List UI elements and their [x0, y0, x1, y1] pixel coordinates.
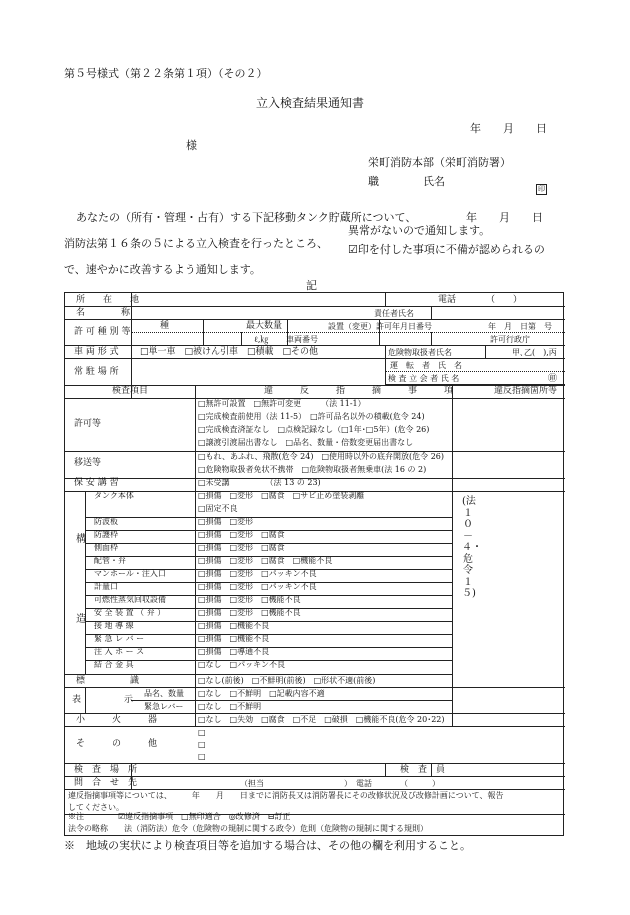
struct-item-name: タンク本体 [94, 491, 134, 500]
cat-extinguisher: 小 火 器 [76, 715, 158, 725]
transfer-line[interactable]: □危険物取扱者免状不携帯 □危険物取扱者無乗車(法 16 の 2) [198, 465, 427, 474]
cat-structure-2: 造 [76, 614, 86, 625]
cat-display-2: 示 [124, 695, 134, 705]
seal-mark: 印 [538, 185, 545, 193]
struct-item-line[interactable]: □固定不良 [198, 504, 238, 513]
option-issue[interactable]: ☑印を付した事項に不備が認められるの [348, 243, 545, 256]
body-line1: あなたの（所有・管理・占有）する下記移動タンク貯蔵所について、 [76, 211, 417, 224]
inquiry-label: 問 合 せ 先 [74, 778, 138, 788]
witness-seal: ㊞ [548, 374, 558, 384]
driver-label: 運 転 者 氏 名 [390, 361, 462, 370]
permit-type-label: 許 可 種 別 等 [74, 327, 131, 337]
addressee-honorific: 様 [186, 139, 197, 152]
struct-item-name: 計量口 [94, 582, 118, 591]
cat-structure-1: 構 [76, 534, 86, 545]
struct-item-name: 結 合 金 具 [94, 660, 134, 669]
hazmat-officer-label: 危険物取扱者氏名 [388, 348, 452, 357]
parking-label: 常 駐 場 所 [74, 367, 119, 377]
bottom-note: ※ 地域の実状により検査項目等を追加する場合は、その他の欄を利用すること。 [64, 839, 471, 852]
struct-item-name: 側面枠 [94, 543, 118, 552]
sender-title-name[interactable]: 職 氏名 [368, 175, 445, 188]
issue-date[interactable]: 年 月 日 [470, 122, 547, 135]
display-item-1: 品名、数量 [144, 689, 184, 698]
struct-item-line[interactable]: □損傷 □変形 □パッキン不良 [198, 582, 317, 591]
max-qty-label: 最大数量 [246, 321, 283, 331]
struct-item-line[interactable]: □損傷 □変形 □腐食 □サビ止め塗装剥離 [198, 491, 365, 500]
struct-item-line[interactable]: □損傷 □機能不良 [198, 621, 270, 630]
footer-line1: 違反指摘事項等については、 年 月 日までに消防長又は消防署長にその改修状況及び改修計画について、報告 [68, 791, 504, 800]
struct-item-name: 安 全 装 置 （ 弁 ） [94, 608, 166, 617]
other-box[interactable]: □ [198, 728, 206, 737]
struct-item-line[interactable]: □損傷 □変形 □腐食 [198, 543, 285, 552]
responsible-label: 責任者氏名 [374, 309, 414, 318]
struct-item-name: 緊 急 レ バ ー [94, 634, 145, 643]
transfer-line[interactable]: □もれ、あふれ、飛散(危令 24) □使用時以外の底弁開放(危令 26) [198, 452, 445, 461]
struct-item-name: 接 地 導 線 [94, 621, 134, 630]
vehicle-types[interactable]: □単一車 □被けん引車 □積載 □その他 [140, 347, 319, 357]
inspection-place-label: 検 査 場 所 [74, 765, 138, 775]
col-violation: 違 反 指 摘 事 項 [264, 386, 454, 396]
other-box[interactable]: □ [198, 740, 206, 749]
inspector-label: 検 査 員 [400, 765, 446, 775]
body-line1-date[interactable]: 年 月 日 [466, 211, 543, 224]
struct-item-line[interactable]: □損傷 □変形 □機能不良 [198, 595, 301, 604]
struct-item-line[interactable]: □損傷 □変形 □機能不良 [198, 608, 301, 617]
permit-line[interactable]: □譲渡引渡届出書なし □品名、数量・倍数変更届出書なし [198, 438, 414, 447]
struct-item-name: 注 入 ホ ー ス [94, 647, 145, 656]
struct-item-line[interactable]: □損傷 □変形 [198, 517, 254, 526]
witness-label: 検 査 立 会 者 氏 名 [388, 374, 460, 383]
permit-line[interactable]: □完成検査済証なし □点検記録なし（□1年･□5年）(危令 26) [198, 425, 430, 434]
struct-item-name: 配管・弁 [94, 556, 126, 565]
body-line2: 消防法第１６条の５による立入検査を行ったところ、 [64, 237, 328, 250]
display-item-2: 緊急レバー [144, 702, 184, 711]
body-line3: で、速やかに改善するよう通知します。 [64, 263, 261, 276]
display-line-1[interactable]: □なし □不鮮明 □記載内容不適 [198, 689, 325, 698]
document-title: 立入検査結果通知書 [256, 96, 365, 110]
cat-permit: 許可等 [74, 419, 102, 429]
install-date-value[interactable]: 年 月 日第 号 [488, 322, 552, 331]
footer-line2: してください。 [68, 803, 124, 812]
sender-org: 栄町消防本部（栄町消防署） [368, 156, 511, 169]
permit-line[interactable]: □完成検査前使用（法 11-5） □許可品名以外の積載(危令 24) [198, 412, 425, 421]
struct-item-name: 可燃性蒸気回収設備 [94, 595, 166, 604]
struct-item-name: 防護枠 [94, 530, 118, 539]
units: ℓ,㎏ [254, 335, 269, 344]
safety-line[interactable]: □未受講 （法 13 の 23) [198, 478, 321, 487]
struct-item-name: 防波板 [94, 517, 118, 526]
extinguisher-line[interactable]: □なし □失効 □腐食 □不足 □破損 □機能不良(危令 20･22) [198, 715, 445, 724]
struct-item-line[interactable]: □損傷 □機能不良 [198, 634, 270, 643]
permit-line[interactable]: □無許可設置 □無許可変更 （法 11-1） [198, 399, 366, 408]
name-label: 名 称 [76, 308, 131, 318]
cat-sign: 標 識 [76, 676, 140, 686]
sign-line[interactable]: □なし(前後) □不鮮明(前後) □形状不適(前後) [198, 676, 376, 685]
cat-safety: 保 安 講 習 [74, 478, 119, 488]
kind-label: 種 [160, 321, 170, 331]
ki-mark: 記 [306, 279, 317, 292]
legend-note: ※注 [68, 812, 84, 821]
vehicle-no-label: 車両番号 [286, 335, 318, 344]
col-item: 検査項目 [112, 386, 149, 396]
other-box[interactable]: □ [198, 752, 206, 761]
struct-item-line[interactable]: □損傷 □変形 □腐食 □機能不良 [198, 556, 333, 565]
install-date-label: 設置（変更）許可年月日番号 [328, 322, 432, 331]
legend: ☑違反指摘事項 □無印適合 ◎改修済 ⊟訂正 [118, 812, 291, 821]
display-line-2[interactable]: □なし □不鮮明 [198, 702, 262, 711]
hazmat-class[interactable]: 甲､乙( ),丙 [512, 348, 557, 357]
struct-item-line[interactable]: □損傷 □導通不良 [198, 647, 270, 656]
abbreviations: 法令の略称 法（消防法）危令（危険物の規制に関する政令）危則（危険物の規制に関する規則） [68, 824, 428, 833]
permit-authority-label: 許可行政庁 [490, 335, 530, 344]
struct-ref: (法１０－４・危令１５) [462, 496, 482, 599]
form-number: 第５号様式（第２２条第１項）（その２） [64, 67, 268, 80]
cat-transfer: 移送等 [74, 458, 102, 468]
option-no-issue[interactable]: 異常がないので通知します。 [348, 224, 491, 237]
col-location: 違反指摘箇所等 [494, 386, 558, 396]
location-label: 所 在 地 [76, 295, 140, 305]
cat-other: そ の 他 [76, 739, 158, 749]
cat-display-1: 表 [72, 695, 82, 705]
inquiry-value[interactable]: （担当 ） 電話 （ ） [240, 779, 440, 788]
struct-item-name: マンホール・注入口 [94, 569, 166, 578]
vehicle-type-label: 車 両 形 式 [74, 347, 119, 357]
phone-paren[interactable]: （ ） [486, 295, 523, 305]
struct-item-line[interactable]: □損傷 □変形 □腐食 [198, 530, 285, 539]
struct-item-line[interactable]: □なし □パッキン不良 [198, 660, 286, 669]
struct-item-line[interactable]: □損傷 □変形 □パッキン不良 [198, 569, 317, 578]
phone-label: 電話 [438, 295, 457, 305]
